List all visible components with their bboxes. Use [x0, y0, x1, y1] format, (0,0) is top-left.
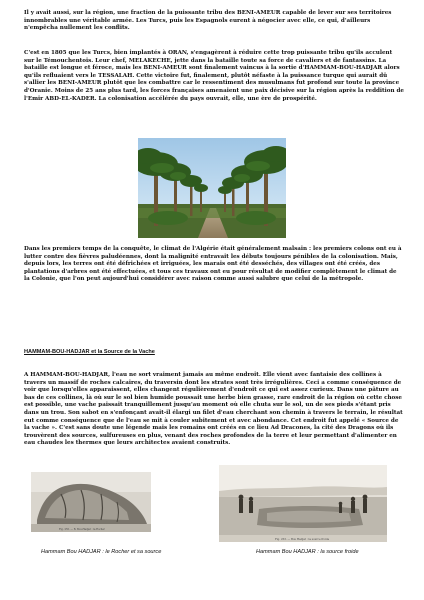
caption-rock: Hammam Bou HADJAR : le Rocher et sa source — [41, 549, 162, 555]
cold-spring-engraving — [219, 465, 387, 542]
caption-cold-spring: Hammam Bou HADJAR : la source froide — [256, 549, 359, 555]
paragraph-beni-ameur: Il y avait aussi, sur la région, une fraction de la puissante tribu des BENI-AMEUR capable de lever sur ses territoires innombrables une véritable armée. Les Turcs, puis les Espagnols eurent à négocier avec elle, ce qui, d'ailleurs n'empêcha nullement les conflits. — [24, 10, 392, 32]
cold-spring-engraving-label: Fig. 253. — Bou Hadjar : la source froide — [275, 538, 330, 541]
rock-engraving — [31, 472, 151, 532]
rock-engraving-label: Fig. 255. — B. Bou-Hadjar : la Rocher — [59, 528, 105, 531]
paragraph-climate: Dans les premiers temps de la conquête, le climat de l'Algérie était généralement malsain : les premiers colons ont eu à lutter contre des fièvres paludéennes, dont la malignité entravait les débuts toujours pénibles de la colonisation. Mais, depuis lors, les terres ont été défrichées et irriguées, les marais ont été desséchés, des villages ont été créés, des plantations d'arbres ont été effectuées, et tous ces travaux ont eu pour résultat de modifier complètement le climat de la Colonie, que l'on peut aujourd'hui considérer avec raison comme aussi salubre que celui de la métropole. — [24, 246, 402, 283]
section-heading: HAMMAM-BOU-HADJAR et la Source de la Vache — [24, 349, 155, 355]
paragraph-source-vache: A HAMMAM-BOU-HADJAR, l'eau ne sort vraiment jamais au même endroit. Elle vient avec fantaisie des collines à travers un massif de roches calcaires, du traversin dont les strates sont très irrégulières. Ceci a comme conséquence de voir que lorsqu'elles apparaissent, elles changent régulièrement d'endroit ce qui est assez curieux. Dans une pâture au bas de ces collines, là où sur le sol bien humide poussait une herbe bien grasse, rare endroit de la région où cette chose est possible, une vache paissait tranquillement jusqu'au moment où elle chuta sur le sol, un de ses pieds s'étant pris dans un trou. Son sabot en s'enfonçant avait-il élargi un filet d'eau cherchant son chemin à travers le terrain, le résultat eut comme conséquence que de l'eau se mit à couler subitement et avec abondance. Cet endroit fut appelé « Source de la vache ». C'est sans doute une légende mais les romains ont créés en ce lieu Ad Dracones, la cité des Dragons où ils trouvèrent des sources, sulfureuses en plus, venant des roches profondes de la terre et leur permettant d'alimenter en eau chaudes les thermes que leurs architectes avaient construits. — [24, 372, 403, 447]
paragraph-battle-1805: C'est en 1805 que les Turcs, bien implantés à ORAN, s'engagèrent à réduire cette trop puissante tribu qu'ils acculent sur le Témouchentois. Leur chef, MELAKECHE, jette dans la bataille toute sa force de cavaliers et de fantassins. La bataille est longue et féroce, mais les BENI-AMEUR sont finalement vaincus à la sortie d'HAMMAM-BOU-HADJAR alors qu'ils refluaient vers le TESSALAH. Cette victoire fut, finalement, plutôt néfaste à la puissance turque qui aurait dû s'allier les BENI-AMEUR plutôt que les combattre car le ressentiment des musulmans fut profond sur toute la province d'Oranie. Moins de 25 ans plus tard, les forces françaises amenaient une paix décisive sur la région après la reddition de l'Emir ABD-EL-KADER. La colonisation accélérée du pays ouvrait, elle, une ère de prospérité. — [24, 50, 404, 102]
palm-avenue-photo — [138, 138, 286, 238]
